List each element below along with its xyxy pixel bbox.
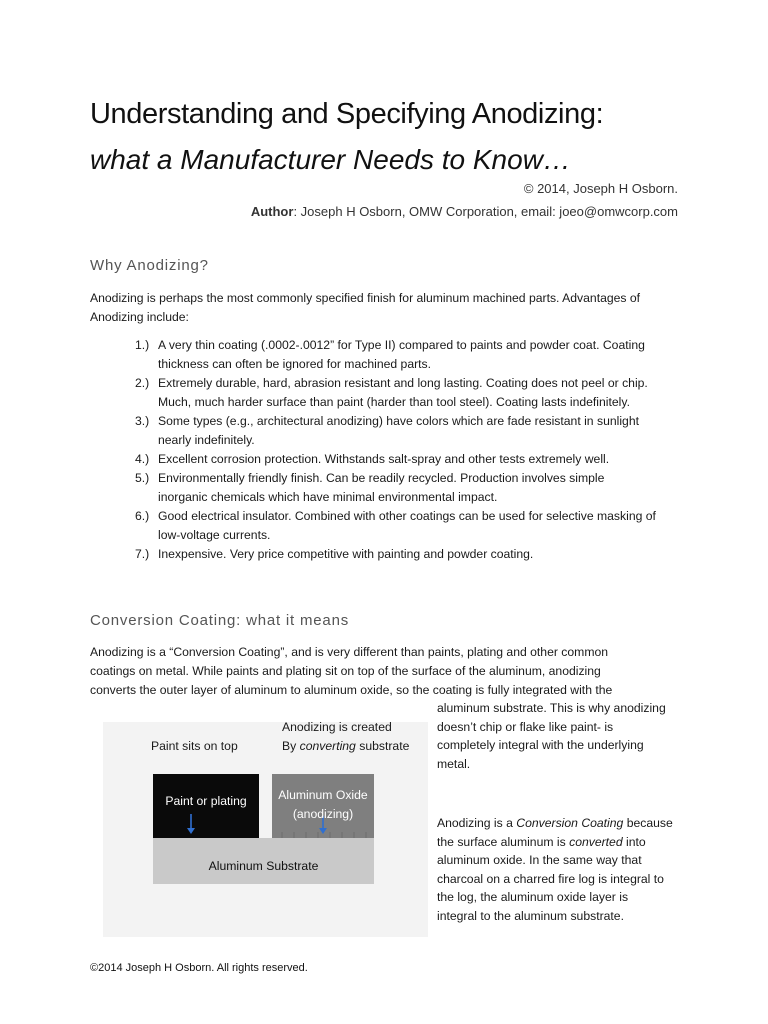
by-converting-label [282, 737, 409, 756]
list-item-line: A very thin coating (.0002-.0012” for Type II) compared to paints and powder coat. Coating [158, 338, 645, 352]
list-item [90, 412, 680, 450]
list-item [90, 336, 680, 374]
page-title [90, 96, 603, 132]
title-text: Understanding and Specifying Anodizing [90, 98, 596, 130]
side-emphasis: Conversion Coating [516, 816, 624, 830]
list-item-line: Extremely durable, hard, abrasion resistant and long lasting. Coating does not peel or chip. [158, 376, 648, 390]
side-line: aluminum substrate. This is why anodizing [437, 701, 666, 715]
list-number: 2.) [135, 376, 150, 390]
list-number: 5.) [135, 471, 150, 485]
paragraph-line: converts the outer layer of aluminum to aluminum oxide, so the coating is fully integrated with the [90, 683, 613, 697]
list-number: 4.) [135, 452, 150, 466]
list-number: 7.) [135, 547, 150, 561]
paint-sits-label: Paint sits on top [151, 739, 238, 753]
side-line: integral to the aluminum substrate. [437, 908, 624, 923]
page-subtitle: what a Manufacturer Needs to Know… [90, 144, 571, 175]
conversion-paragraph [90, 643, 680, 700]
anodizing-created-label: Anodizing is created [282, 720, 392, 734]
page-footer: ©2014 Joseph H Osborn. All rights reserved. [90, 962, 308, 974]
list-item-line: Excellent corrosion protection. Withstands salt-spray and other tests extremely well. [158, 452, 610, 466]
side-line: aluminum oxide. In the same way that [437, 853, 642, 868]
list-item-line: low-voltage currents. [158, 528, 271, 542]
oxide-layer [272, 774, 374, 838]
side-line: charcoal on a charred fire log is integral to [437, 871, 664, 886]
list-item [90, 507, 680, 545]
intro-paragraph [90, 289, 680, 327]
list-item-line: inorganic chemicals which have minimal environmental impact. [158, 490, 498, 504]
side-text-conversion [437, 814, 687, 926]
title-colon: : [595, 98, 604, 130]
oxide-layer-label [272, 786, 374, 824]
paint-layer [153, 774, 259, 838]
list-item-line: Environmentally friendly finish. Can be readily recycled. Production involves simple [158, 471, 605, 485]
label-span: By [282, 739, 300, 753]
list-number: 1.) [135, 338, 150, 352]
side-text-span: into [622, 834, 646, 849]
list-item-line: Good electrical insulator. Combined with other coatings can be used for selective masking of [158, 509, 656, 523]
side-line: completely integral with the underlying [437, 738, 644, 753]
copyright-line: © 2014, Joseph H Osborn. [523, 181, 678, 196]
intro-line: Anodizing include: [90, 310, 189, 324]
side-text-span: Anodizing is a [437, 816, 517, 830]
side-line [437, 814, 687, 833]
list-item [90, 450, 680, 469]
list-number: 6.) [135, 509, 150, 523]
side-line [437, 833, 687, 852]
paint-layer-label: Paint or plating [165, 794, 247, 808]
advantages-list [90, 336, 680, 564]
section-heading-conversion: Conversion Coating: what it means [90, 612, 350, 629]
list-item-line: nearly indefinitely. [158, 433, 255, 447]
intro-line: Anodizing is perhaps the most commonly specified finish for aluminum machined parts. Advantages of [90, 291, 641, 305]
list-item [90, 469, 680, 507]
author-line [251, 204, 678, 219]
side-text-span: because [623, 816, 673, 830]
list-item-line: Some types (e.g., architectural anodizing) have colors which are fade resistant in sunlight [158, 414, 639, 428]
side-line: metal. [437, 756, 471, 771]
list-item [90, 545, 680, 564]
side-emphasis: converted [569, 834, 623, 849]
side-line: doesn’t chip or flake like paint- is [437, 719, 614, 734]
substrate-label: Aluminum Substrate [208, 859, 319, 873]
list-item-line: thickness can often be ignored for machined parts. [158, 357, 432, 371]
list-item [90, 374, 680, 412]
paragraph-line: Anodizing is a “Conversion Coating”, and is very different than paints, plating and other common [90, 645, 609, 659]
paragraph-line: coatings on metal. While paints and plating sit on top of the surface of the aluminum, anodizing [90, 664, 601, 678]
author-text: : Joseph H Osborn, OMW Corporation, email: joeo@omwcorp.com [293, 204, 678, 219]
down-arrow-icon [319, 828, 327, 834]
section-heading-why: Why Anodizing? [90, 257, 209, 274]
label-emphasis: converting [299, 739, 356, 753]
oxide-label-line: (anodizing) [292, 807, 354, 821]
list-number: 3.) [135, 414, 150, 428]
substrate-layer [153, 838, 374, 884]
author-label: Author [250, 204, 294, 219]
side-text-span: the surface aluminum is [437, 834, 570, 849]
side-text-integral [437, 699, 687, 773]
side-line: the log, the aluminum oxide layer is [437, 890, 629, 905]
oxide-label-line: Aluminum Oxide [278, 788, 368, 802]
list-item-line: Much, much harder surface than paint (harder than tool steel). Coating lasts indefinitely. [158, 395, 630, 409]
down-arrow-icon [153, 774, 259, 838]
list-item-line: Inexpensive. Very price competitive with painting and powder coating. [158, 547, 534, 561]
label-span: substrate [355, 739, 410, 753]
